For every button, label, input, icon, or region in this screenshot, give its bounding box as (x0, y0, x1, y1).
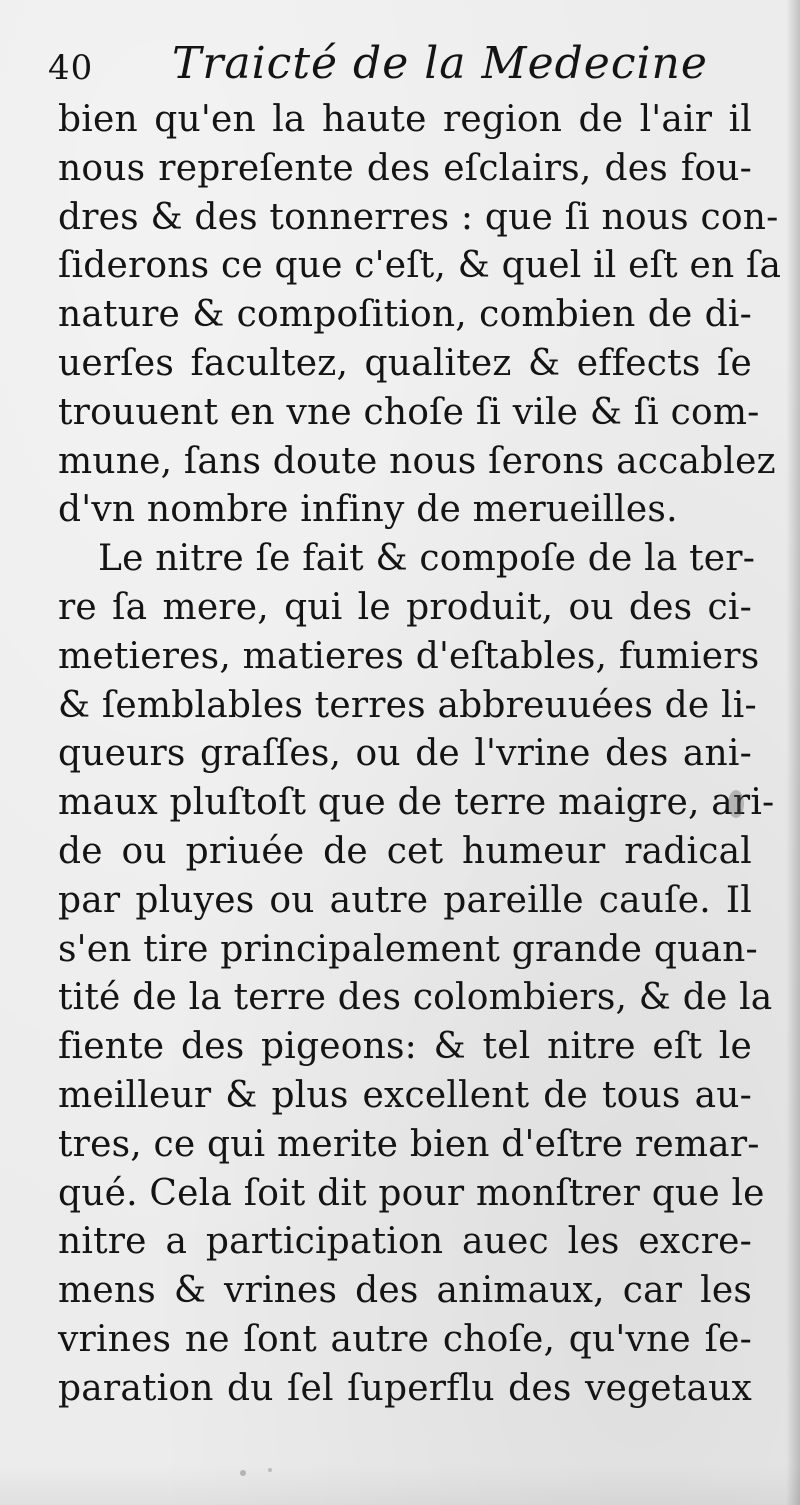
text-line: nous repreſente des eſclairs, des fou- (58, 147, 752, 189)
text-line: tres, ce qui merite bien d'eſtre remar- (58, 1123, 760, 1165)
text-line: qué. Cela ſoit dit pour monſtrer que le (58, 1172, 765, 1214)
text-line: ſiderons ce que c'eſt, & quel il eſt en ſa (58, 245, 782, 287)
text-line: fiente des pigeons: & tel nitre eſt le (58, 1026, 752, 1068)
text-line: mens & vrines des animaux, car les (58, 1270, 752, 1312)
text-line: nitre a participation auec les excre- (58, 1221, 752, 1263)
text-line: bien qu'en la haute region de l'air il (58, 99, 752, 140)
paragraph-1 (58, 96, 782, 535)
text-line: tité de la terre des colombiers, & de la (58, 977, 773, 1019)
paragraph-2 (58, 535, 775, 1413)
text-line: par pluyes ou autre pareille cauſe. Il (58, 879, 752, 921)
text-line: meilleur & plus excellent de tous au- (58, 1074, 752, 1116)
text-line: de ou priuée de cet humeur radical (58, 830, 752, 872)
text-line: uerſes facultez, qualitez & effects ſe (58, 342, 752, 384)
text-line: s'en tire principalement grande quan- (58, 928, 758, 970)
page-header (48, 38, 768, 94)
text-line: mune, ſans doute nous ſerons accablez (58, 440, 776, 482)
text-line: vrines ne ſont autre choſe, qu'vne ſe- (58, 1318, 752, 1360)
body-text (58, 96, 782, 1414)
text-line: trouuent en vne choſe ſi vile & ſi com- (58, 391, 760, 433)
text-line: Le nitre ſe fait & compoſe de la ter- (98, 538, 756, 580)
paper-speck (240, 1470, 246, 1476)
text-line: & ſemblables terres abbreuuées de li- (58, 684, 757, 726)
text-line: maux pluſtoſt que de terre maigre, ari- (58, 782, 775, 824)
paper-speck (268, 1468, 272, 1472)
text-line: paration du ſel ſuperflu des vegetaux (58, 1367, 752, 1409)
page-edge-shadow (786, 0, 800, 1505)
text-line: nature & compoſition, combien de di- (58, 294, 752, 336)
text-line: queurs graſſes, ou de l'vrine des ani- (58, 733, 752, 775)
text-line: re ſa mere, qui le produit, ou des ci- (58, 586, 752, 628)
text-line: metieres, matieres d'eſtables, fumiers (58, 635, 760, 677)
page-bottom-shadow (0, 1465, 800, 1505)
running-title: Traicté de la Medecine (172, 38, 708, 89)
text-line: d'vn nombre infiny de merueilles. (58, 489, 678, 531)
paper-stain (728, 790, 744, 818)
text-line: dres & des tonnerres : que ſi nous con- (58, 196, 779, 238)
page-number: 40 (48, 48, 94, 88)
